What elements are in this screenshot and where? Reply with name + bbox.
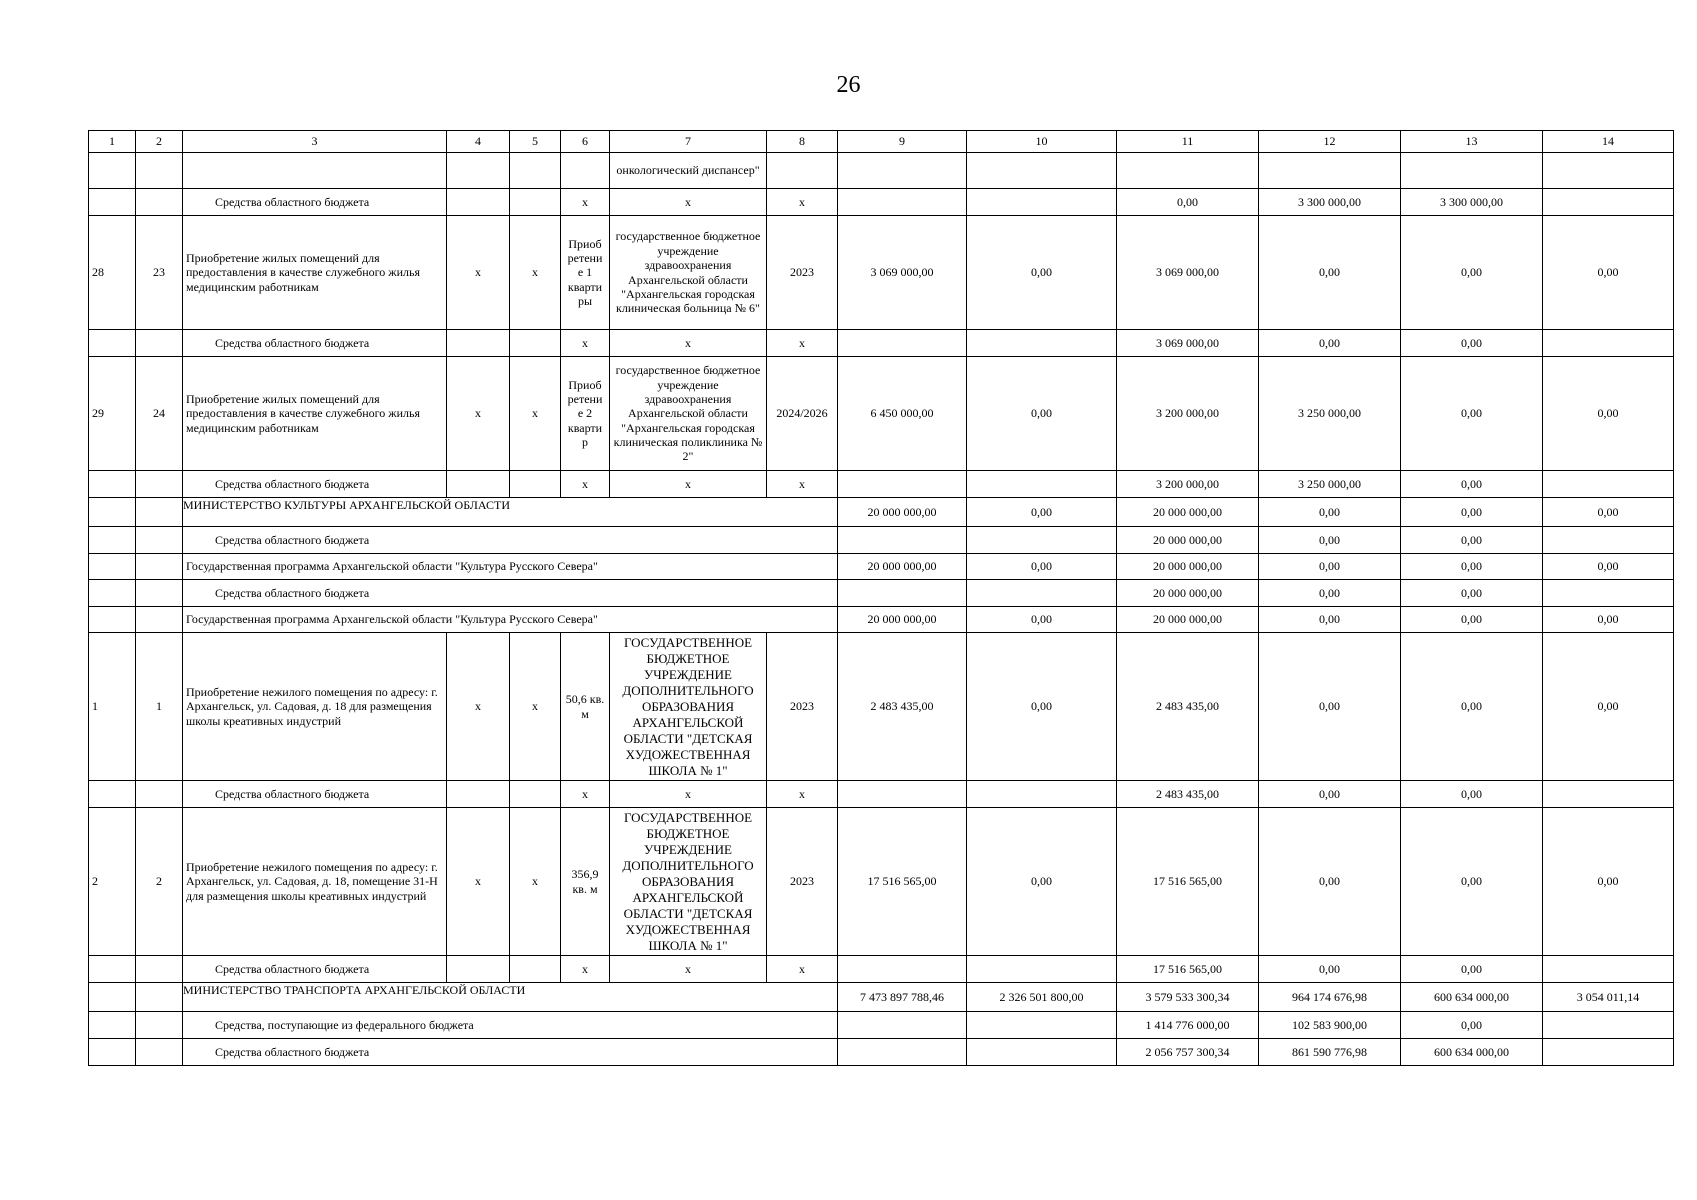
funding-source-label: Средства областного бюджета xyxy=(183,580,838,607)
empty-cell xyxy=(1543,781,1674,808)
funding-source-row xyxy=(89,471,1674,498)
empty-cell xyxy=(967,956,1117,983)
recipient-cell: государственное бюджетное учреждение здравоохранения Архангельской области "Архангельская городская клиническая больница № 6" xyxy=(610,216,767,330)
amount-cell: 600 634 000,00 xyxy=(1401,1039,1543,1066)
mark-cell: х xyxy=(610,956,767,983)
amount-cell: 0,00 xyxy=(1401,216,1543,330)
empty-cell xyxy=(447,471,510,498)
mark-cell: х xyxy=(767,330,838,357)
column-header: 6 xyxy=(561,131,610,153)
amount-cell: 3 300 000,00 xyxy=(1259,189,1401,216)
empty-cell xyxy=(89,1039,136,1066)
amount-cell: 0,00 xyxy=(1401,808,1543,956)
empty-cell xyxy=(136,956,183,983)
amount-cell: 0,00 xyxy=(1259,527,1401,554)
amount-cell: 0,00 xyxy=(1401,527,1543,554)
empty-cell xyxy=(838,956,967,983)
empty-cell xyxy=(510,956,561,983)
amount-cell: 0,00 xyxy=(1401,607,1543,633)
column-header: 14 xyxy=(1543,131,1674,153)
year-cell: 2023 xyxy=(767,808,838,956)
mark-cell: х xyxy=(610,781,767,808)
ministry-row xyxy=(89,498,1674,527)
column-header: 3 xyxy=(183,131,447,153)
empty-cell xyxy=(89,498,136,527)
amount-cell: 964 174 676,98 xyxy=(1259,983,1401,1012)
empty-cell xyxy=(838,471,967,498)
table-row xyxy=(89,216,1674,330)
amount-cell: 20 000 000,00 xyxy=(1117,527,1259,554)
empty-cell xyxy=(967,471,1117,498)
amount-cell: 0,00 xyxy=(1259,633,1401,781)
amount-cell: 3 579 533 300,34 xyxy=(1117,983,1259,1012)
funding-source-row xyxy=(89,956,1674,983)
column-header: 11 xyxy=(1117,131,1259,153)
empty-cell xyxy=(838,1012,967,1039)
empty-cell xyxy=(1543,956,1674,983)
year-cell: 2023 xyxy=(767,216,838,330)
empty-cell xyxy=(767,153,838,189)
mark-cell: х xyxy=(610,471,767,498)
amount-cell: 0,00 xyxy=(967,808,1117,956)
empty-cell xyxy=(510,471,561,498)
amount-cell: 3 069 000,00 xyxy=(838,216,967,330)
empty-cell xyxy=(1401,153,1543,189)
amount-cell: 0,00 xyxy=(1401,580,1543,607)
empty-cell xyxy=(1543,153,1674,189)
amount-cell: 0,00 xyxy=(1401,956,1543,983)
empty-cell xyxy=(1543,1012,1674,1039)
empty-cell xyxy=(89,527,136,554)
amount-cell: 0,00 xyxy=(1401,554,1543,580)
empty-cell xyxy=(89,330,136,357)
empty-cell xyxy=(838,781,967,808)
funding-source-label: Средства областного бюджета xyxy=(183,471,447,498)
mark-cell: х xyxy=(510,808,561,956)
table-body xyxy=(89,131,1674,1066)
ministry-name: МИНИСТЕРСТВО КУЛЬТУРЫ АРХАНГЕЛЬСКОЙ ОБЛАСТИ xyxy=(183,498,838,527)
empty-cell xyxy=(967,781,1117,808)
empty-cell xyxy=(510,781,561,808)
empty-cell xyxy=(1543,1039,1674,1066)
amount-cell: 861 590 776,98 xyxy=(1259,1039,1401,1066)
empty-cell xyxy=(136,189,183,216)
mark-cell: х xyxy=(510,633,561,781)
column-header: 13 xyxy=(1401,131,1543,153)
empty-cell xyxy=(838,153,967,189)
amount-cell: 0,00 xyxy=(967,633,1117,781)
column-header: 9 xyxy=(838,131,967,153)
funding-source-row xyxy=(89,189,1674,216)
empty-cell xyxy=(89,1012,136,1039)
empty-cell xyxy=(510,330,561,357)
funding-source-label: Средства областного бюджета xyxy=(183,189,447,216)
empty-cell xyxy=(89,607,136,633)
amount-cell: 3 200 000,00 xyxy=(1117,471,1259,498)
amount-cell: 3 250 000,00 xyxy=(1259,357,1401,471)
amount-cell: 3 069 000,00 xyxy=(1117,216,1259,330)
empty-cell xyxy=(510,153,561,189)
amount-cell: 0,00 xyxy=(1401,471,1543,498)
column-number-row xyxy=(89,131,1674,153)
item-number-cell: 2 xyxy=(136,808,183,956)
funding-source-label: Средства областного бюджета xyxy=(183,330,447,357)
amount-cell: 2 483 435,00 xyxy=(838,633,967,781)
item-name-cell: Приобретение жилых помещений для предоставления в качестве служебного жилья медицинским работникам xyxy=(183,216,447,330)
amount-cell: 2 483 435,00 xyxy=(1117,781,1259,808)
funding-source-label: Средства областного бюджета xyxy=(183,1039,838,1066)
empty-cell xyxy=(838,1039,967,1066)
empty-cell xyxy=(136,527,183,554)
mark-cell: х xyxy=(510,216,561,330)
amount-cell: 3 200 000,00 xyxy=(1117,357,1259,471)
program-name: Государственная программа Архангельской области "Культура Русского Севера" xyxy=(183,607,838,633)
mark-cell: х xyxy=(561,189,610,216)
empty-cell xyxy=(136,1039,183,1066)
empty-cell xyxy=(447,153,510,189)
empty-cell xyxy=(136,153,183,189)
amount-cell: 2 056 757 300,34 xyxy=(1117,1039,1259,1066)
empty-cell xyxy=(136,580,183,607)
mark-cell: х xyxy=(447,357,510,471)
capacity-cell: Приоб ретени е 1 кварти ры xyxy=(561,216,610,330)
mark-cell: х xyxy=(510,357,561,471)
year-cell: 2023 xyxy=(767,633,838,781)
row-number-cell: 29 xyxy=(89,357,136,471)
empty-cell xyxy=(1543,189,1674,216)
program-row xyxy=(89,607,1674,633)
mark-cell: х xyxy=(561,781,610,808)
empty-cell xyxy=(136,1012,183,1039)
mark-cell: х xyxy=(447,633,510,781)
capacity-cell: 50,6 кв. м xyxy=(561,633,610,781)
amount-cell: 0,00 xyxy=(967,607,1117,633)
budget-table xyxy=(88,130,1674,1066)
empty-cell xyxy=(136,781,183,808)
amount-cell: 102 583 900,00 xyxy=(1259,1012,1401,1039)
row-number-cell: 2 xyxy=(89,808,136,956)
column-header: 10 xyxy=(967,131,1117,153)
amount-cell: 0,00 xyxy=(1259,956,1401,983)
empty-cell xyxy=(89,189,136,216)
amount-cell: 20 000 000,00 xyxy=(838,498,967,527)
item-number-cell: 1 xyxy=(136,633,183,781)
row-number-cell: 1 xyxy=(89,633,136,781)
mark-cell: х xyxy=(561,471,610,498)
empty-cell xyxy=(1117,153,1259,189)
column-header: 1 xyxy=(89,131,136,153)
empty-cell xyxy=(1259,153,1401,189)
amount-cell: 0,00 xyxy=(1117,189,1259,216)
empty-cell xyxy=(447,956,510,983)
empty-cell xyxy=(967,189,1117,216)
empty-cell xyxy=(447,781,510,808)
empty-cell xyxy=(136,471,183,498)
amount-cell: 0,00 xyxy=(1401,357,1543,471)
funding-source-row xyxy=(89,527,1674,554)
amount-cell: 17 516 565,00 xyxy=(1117,808,1259,956)
funding-source-label: Средства областного бюджета xyxy=(183,781,447,808)
funding-source-label: Средства областного бюджета xyxy=(183,527,838,554)
empty-cell xyxy=(967,527,1117,554)
empty-cell xyxy=(967,153,1117,189)
amount-cell: 0,00 xyxy=(1259,216,1401,330)
empty-cell xyxy=(1543,580,1674,607)
item-name-cell: Приобретение жилых помещений для предоставления в качестве служебного жилья медицинским работникам xyxy=(183,357,447,471)
table-row xyxy=(89,808,1674,956)
amount-cell: 0,00 xyxy=(967,554,1117,580)
amount-cell: 20 000 000,00 xyxy=(1117,580,1259,607)
funding-source-label: Средства, поступающие из федерального бюджета xyxy=(183,1012,838,1039)
amount-cell: 0,00 xyxy=(1401,781,1543,808)
empty-cell xyxy=(136,607,183,633)
amount-cell: 0,00 xyxy=(1543,554,1674,580)
empty-cell xyxy=(447,189,510,216)
empty-cell xyxy=(967,1012,1117,1039)
funding-source-row xyxy=(89,330,1674,357)
funding-source-row xyxy=(89,781,1674,808)
empty-cell xyxy=(89,956,136,983)
amount-cell: 0,00 xyxy=(1401,1012,1543,1039)
amount-cell: 0,00 xyxy=(1543,357,1674,471)
amount-cell: 0,00 xyxy=(1543,216,1674,330)
amount-cell: 17 516 565,00 xyxy=(1117,956,1259,983)
amount-cell: 0,00 xyxy=(1543,498,1674,527)
amount-cell: 20 000 000,00 xyxy=(1117,498,1259,527)
funding-source-row xyxy=(89,1012,1674,1039)
item-name-cell: Приобретение нежилого помещения по адресу: г. Архангельск, ул. Садовая, д. 18 для размещения школы креативных индустрий xyxy=(183,633,447,781)
amount-cell: 3 054 011,14 xyxy=(1543,983,1674,1012)
empty-cell xyxy=(136,983,183,1012)
continuation-row xyxy=(89,153,1674,189)
mark-cell: х xyxy=(610,330,767,357)
empty-cell xyxy=(967,330,1117,357)
mark-cell: х xyxy=(561,330,610,357)
amount-cell: 0,00 xyxy=(1401,330,1543,357)
funding-source-label: Средства областного бюджета xyxy=(183,956,447,983)
column-header: 7 xyxy=(610,131,767,153)
column-header: 2 xyxy=(136,131,183,153)
recipient-cell: онкологический диспансер" xyxy=(610,153,767,189)
amount-cell: 2 326 501 800,00 xyxy=(967,983,1117,1012)
empty-cell xyxy=(89,781,136,808)
column-header: 8 xyxy=(767,131,838,153)
amount-cell: 20 000 000,00 xyxy=(1117,554,1259,580)
capacity-cell: Приоб ретени е 2 кварти р xyxy=(561,357,610,471)
ministry-row xyxy=(89,983,1674,1012)
amount-cell: 3 300 000,00 xyxy=(1401,189,1543,216)
recipient-cell: ГОСУДАРСТВЕННОЕ БЮДЖЕТНОЕ УЧРЕЖДЕНИЕ ДОПОЛНИТЕЛЬНОГО ОБРАЗОВАНИЯ АРХАНГЕЛЬСКОЙ ОБЛАСТИ "ДЕТСКАЯ ХУДОЖЕСТВЕННАЯ ШКОЛА № 1" xyxy=(610,633,767,781)
row-number-cell: 28 xyxy=(89,216,136,330)
recipient-cell: ГОСУДАРСТВЕННОЕ БЮДЖЕТНОЕ УЧРЕЖДЕНИЕ ДОПОЛНИТЕЛЬНОГО ОБРАЗОВАНИЯ АРХАНГЕЛЬСКОЙ ОБЛАСТИ "ДЕТСКАЯ ХУДОЖЕСТВЕННАЯ ШКОЛА № 1" xyxy=(610,808,767,956)
empty-cell xyxy=(1543,471,1674,498)
amount-cell: 0,00 xyxy=(1401,633,1543,781)
amount-cell: 600 634 000,00 xyxy=(1401,983,1543,1012)
empty-cell xyxy=(561,153,610,189)
amount-cell: 3 250 000,00 xyxy=(1259,471,1401,498)
amount-cell: 6 450 000,00 xyxy=(838,357,967,471)
empty-cell xyxy=(89,471,136,498)
table-row xyxy=(89,633,1674,781)
amount-cell: 0,00 xyxy=(1543,633,1674,781)
empty-cell xyxy=(838,527,967,554)
amount-cell: 0,00 xyxy=(1259,330,1401,357)
empty-cell xyxy=(1543,527,1674,554)
item-number-cell: 23 xyxy=(136,216,183,330)
empty-cell xyxy=(136,330,183,357)
empty-cell xyxy=(967,1039,1117,1066)
amount-cell: 0,00 xyxy=(1543,607,1674,633)
amount-cell: 20 000 000,00 xyxy=(838,607,967,633)
amount-cell: 0,00 xyxy=(1259,808,1401,956)
amount-cell: 0,00 xyxy=(1401,498,1543,527)
amount-cell: 20 000 000,00 xyxy=(838,554,967,580)
amount-cell: 0,00 xyxy=(1543,808,1674,956)
amount-cell: 0,00 xyxy=(1259,498,1401,527)
column-header: 5 xyxy=(510,131,561,153)
empty-cell xyxy=(447,330,510,357)
year-cell: 2024/2026 xyxy=(767,357,838,471)
amount-cell: 1 414 776 000,00 xyxy=(1117,1012,1259,1039)
amount-cell: 7 473 897 788,46 xyxy=(838,983,967,1012)
empty-cell xyxy=(838,189,967,216)
ministry-name: МИНИСТЕРСТВО ТРАНСПОРТА АРХАНГЕЛЬСКОЙ ОБЛАСТИ xyxy=(183,983,838,1012)
empty-cell xyxy=(510,189,561,216)
amount-cell: 0,00 xyxy=(1259,580,1401,607)
amount-cell: 3 069 000,00 xyxy=(1117,330,1259,357)
mark-cell: х xyxy=(447,216,510,330)
mark-cell: х xyxy=(447,808,510,956)
empty-cell xyxy=(89,153,136,189)
empty-cell xyxy=(838,580,967,607)
empty-cell xyxy=(89,580,136,607)
empty-cell xyxy=(967,580,1117,607)
empty-cell xyxy=(89,983,136,1012)
empty-cell xyxy=(136,498,183,527)
mark-cell: х xyxy=(767,956,838,983)
mark-cell: х xyxy=(610,189,767,216)
capacity-cell: 356,9 кв. м xyxy=(561,808,610,956)
mark-cell: х xyxy=(767,189,838,216)
empty-cell xyxy=(183,153,447,189)
mark-cell: х xyxy=(767,471,838,498)
item-name-cell: Приобретение нежилого помещения по адресу: г. Архангельск, ул. Садовая, д. 18, помещение 31-Н для размещения школы креативных индустрий xyxy=(183,808,447,956)
empty-cell xyxy=(136,554,183,580)
mark-cell: х xyxy=(561,956,610,983)
amount-cell: 20 000 000,00 xyxy=(1117,607,1259,633)
funding-source-row xyxy=(89,1039,1674,1066)
program-row xyxy=(89,554,1674,580)
recipient-cell: государственное бюджетное учреждение здравоохранения Архангельской области "Архангельская городская клиническая поликлиника № 2" xyxy=(610,357,767,471)
page-number: 26 xyxy=(836,72,861,98)
amount-cell: 0,00 xyxy=(967,216,1117,330)
empty-cell xyxy=(838,330,967,357)
item-number-cell: 24 xyxy=(136,357,183,471)
mark-cell: х xyxy=(767,781,838,808)
table-row xyxy=(89,357,1674,471)
amount-cell: 0,00 xyxy=(967,498,1117,527)
amount-cell: 17 516 565,00 xyxy=(838,808,967,956)
funding-source-row xyxy=(89,580,1674,607)
amount-cell: 0,00 xyxy=(1259,781,1401,808)
column-header: 4 xyxy=(447,131,510,153)
amount-cell: 2 483 435,00 xyxy=(1117,633,1259,781)
program-name: Государственная программа Архангельской области "Культура Русского Севера" xyxy=(183,554,838,580)
column-header: 12 xyxy=(1259,131,1401,153)
amount-cell: 0,00 xyxy=(1259,607,1401,633)
empty-cell xyxy=(89,554,136,580)
amount-cell: 0,00 xyxy=(967,357,1117,471)
empty-cell xyxy=(1543,330,1674,357)
amount-cell: 0,00 xyxy=(1259,554,1401,580)
